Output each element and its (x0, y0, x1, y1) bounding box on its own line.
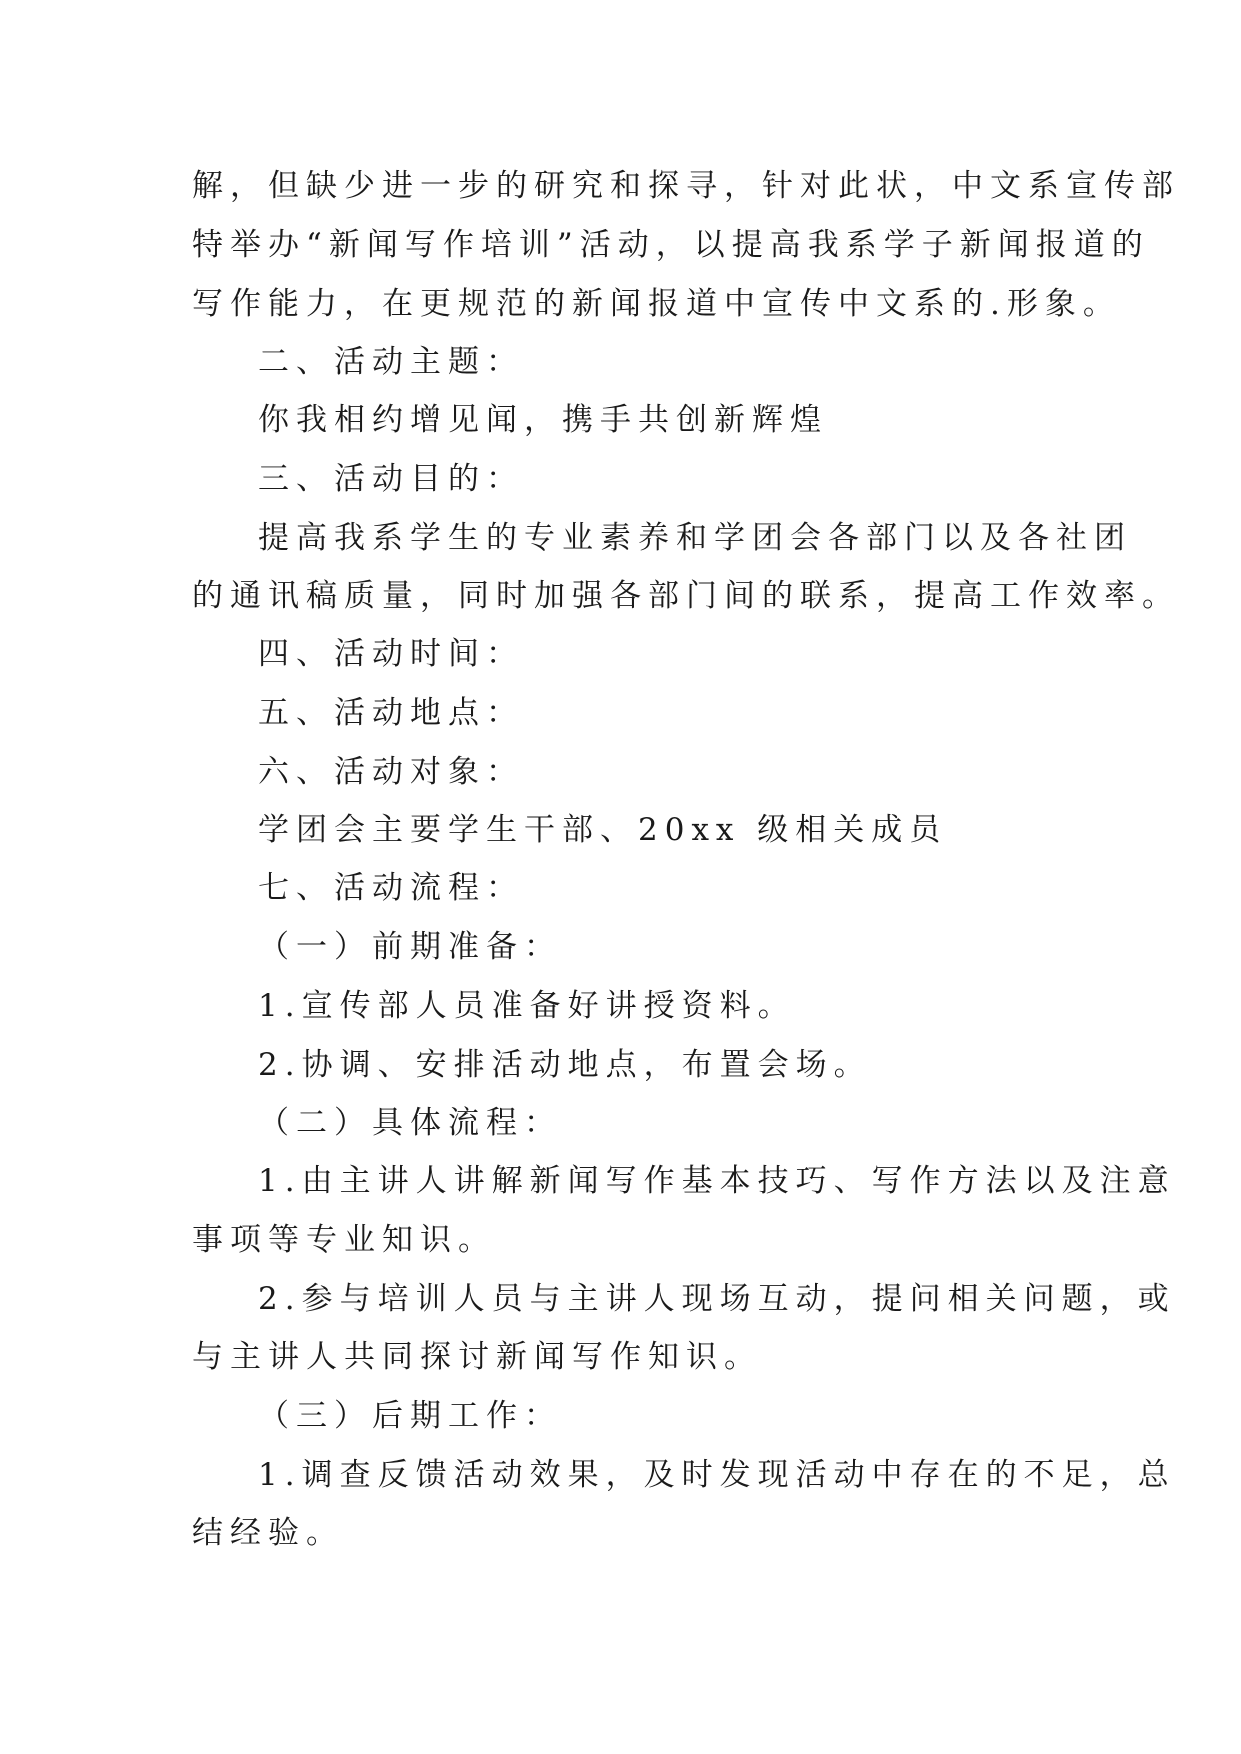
subsection-heading: （二）具体流程： (258, 1105, 562, 1141)
body-text-line: 你我相约增见闻，携手共创新辉煌 (258, 402, 828, 438)
body-text-line: 解，但缺少进一步的研究和探寻，针对此状，中文系宣传部 (192, 168, 1180, 204)
body-text-line: 的通讯稿质量，同时加强各部门间的联系，提高工作效率。 (192, 578, 1180, 614)
body-text-line: 提高我系学生的专业素养和学团会各部门以及各社团 (258, 520, 1132, 556)
section-heading: 六、活动对象： (258, 754, 524, 790)
list-item: 2.参与培训人员与主讲人现场互动，提问相关问题，或 (258, 1281, 1176, 1317)
body-text-line: 学团会主要学生干部、20xx 级相关成员 (258, 812, 948, 848)
list-item: 1.宣传部人员准备好讲授资料。 (258, 988, 796, 1024)
section-heading: 二、活动主题： (258, 344, 524, 380)
section-heading: 四、活动时间： (258, 636, 524, 672)
list-item: 1.由主讲人讲解新闻写作基本技巧、写作方法以及注意 (258, 1163, 1176, 1199)
subsection-heading: （三）后期工作： (258, 1398, 562, 1434)
body-text-line: 特举办“新闻写作培训”活动，以提高我系学子新闻报道的 (192, 227, 1150, 263)
section-heading: 五、活动地点： (258, 695, 524, 731)
list-item: 1.调查反馈活动效果，及时发现活动中存在的不足，总 (258, 1457, 1176, 1493)
list-item-continuation: 结经验。 (192, 1515, 344, 1551)
subsection-heading: （一）前期准备： (258, 929, 562, 965)
body-text-line: 写作能力，在更规范的新闻报道中宣传中文系的.形象。 (192, 286, 1121, 322)
list-item-continuation: 事项等专业知识。 (192, 1222, 496, 1258)
list-item-continuation: 与主讲人共同探讨新闻写作知识。 (192, 1339, 762, 1375)
list-item: 2.协调、安排活动地点，布置会场。 (258, 1047, 872, 1083)
section-heading: 三、活动目的： (258, 461, 524, 497)
section-heading: 七、活动流程： (258, 870, 524, 906)
